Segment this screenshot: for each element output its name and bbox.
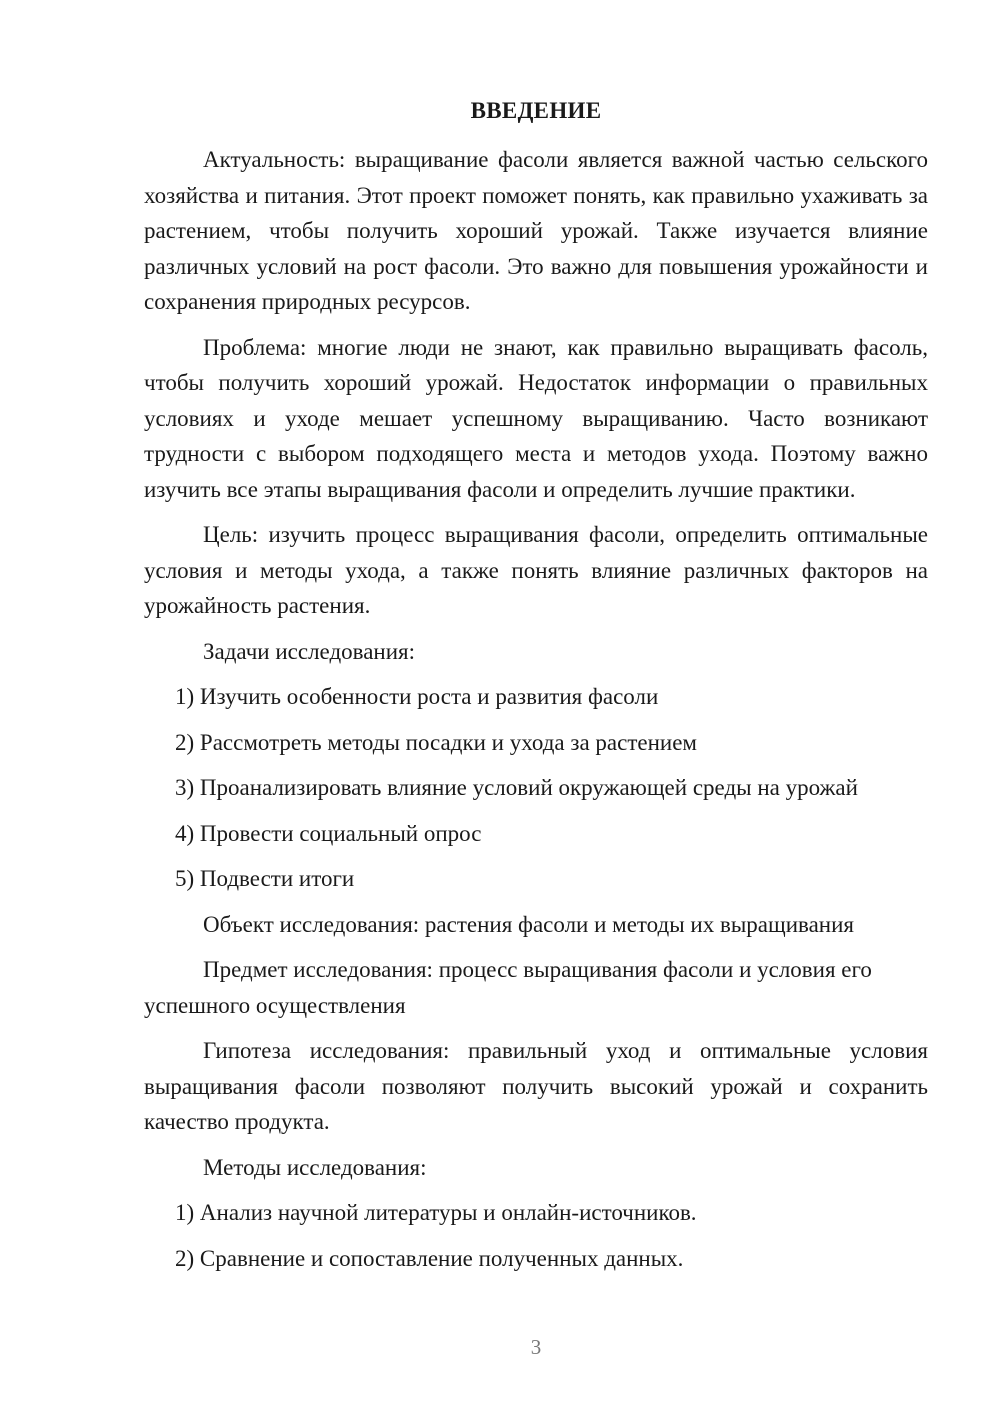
tasks-label: Задачи исследования: bbox=[203, 638, 416, 664]
section-heading: ВВЕДЕНИЕ bbox=[470, 98, 602, 123]
task-item: 1) Изучить особенности роста и развития фасоли bbox=[175, 684, 659, 709]
task-item: 5) Подвести итоги bbox=[175, 866, 355, 891]
relevance-paragraph: Актуальность: выращивание фасоли является важной частью сельского хозяйства и питания. Этот проект поможет понять, как правильно ухаживать за растением, чтобы получить хороший урожай. Также изучается влияние различных условий на рост фасоли. Это важно для повышения урожайности и сохранения природных ресурсов. bbox=[144, 147, 928, 314]
problem-paragraph: Проблема: многие люди не знают, как правильно выращивать фасоль, чтобы получить хороший урожай. Недостаток информации о правильных условиях и уходе мешает успешному выращиванию. Часто возникают трудности с выбором подходящего места и методов ухода. Поэтому важно изучить все этапы выращивания фасоли и определить лучшие практики. bbox=[144, 334, 928, 502]
tasks-list bbox=[144, 679, 928, 897]
goal-paragraph: Цель: изучить процесс выращивания фасоли, определить оптимальные условия и методы ухода, а также понять влияние различных факторов на урожайность растения. bbox=[144, 522, 928, 618]
hypothesis-paragraph: Гипотеза исследования: правильный уход и оптимальные условия выращивания фасоли позволяют получить высокий урожай и сохранить качество продукта. bbox=[144, 1038, 928, 1134]
task-item: 2) Рассмотреть методы посадки и ухода за растением bbox=[175, 729, 697, 755]
methods-label: Методы исследования: bbox=[203, 1154, 427, 1180]
task-item: 4) Провести социальный опрос bbox=[175, 820, 482, 846]
method-item: 2) Сравнение и сопоставление полученных данных. bbox=[175, 1245, 684, 1271]
body-text bbox=[144, 142, 928, 1286]
object-paragraph: Объект исследования: растения фасоли и методы их выращивания bbox=[203, 911, 854, 937]
methods-list bbox=[144, 1195, 928, 1276]
subject-paragraph: Предмет исследования: процесс выращивания фасоли и условия его успешного осуществления bbox=[144, 957, 872, 1018]
page-number: 3 bbox=[530, 1335, 542, 1359]
method-item: 1) Анализ научной литературы и онлайн-источников. bbox=[175, 1200, 697, 1225]
task-item: 3) Проанализировать влияние условий окружающей среды на урожай bbox=[175, 775, 858, 800]
